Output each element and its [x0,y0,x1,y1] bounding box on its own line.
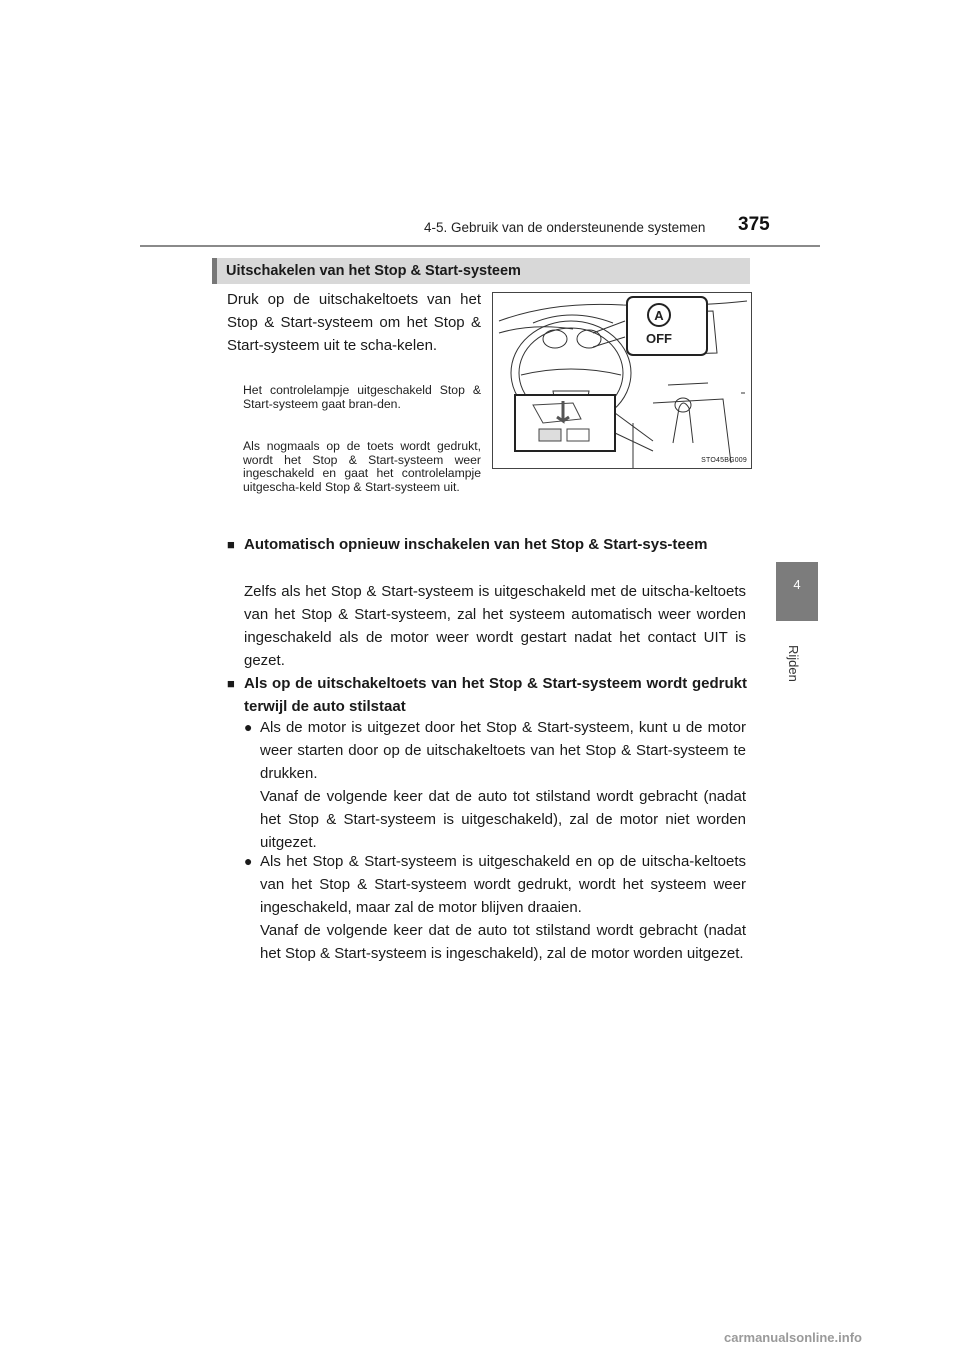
page-number: 375 [738,214,770,235]
header-rule [140,245,820,247]
note-1: Het controlelampje uitgeschakeld Stop & Start-systeem gaat bran-den. [243,383,481,411]
bullet-1-text: Als de motor is uitgezet door het Stop & Start-systeem, kunt u de motor weer starten door op de uitschakeltoets van het Stop & Start-systeem te drukken. [260,719,746,782]
item-heading-2 [227,672,747,718]
note-2: Als nogmaals op de toets wordt gedrukt, wordt het Stop & Start-systeem weer ingeschakeld en gaat het controlelampje uitgescha-keld Stop & Start-systeem uit. [243,439,481,494]
dashboard-drawing [493,293,751,468]
intro-paragraph: Druk op de uitschakeltoets van het Stop & Start-systeem om het Stop & Start-systeem uit te scha-kelen. [227,291,481,354]
figure-code: STO45BG009 [701,457,747,464]
button-symbol: A [654,308,664,323]
chapter-label: Rijden [786,645,801,682]
item-heading-1 [227,533,747,556]
off-label: OFF [646,331,672,346]
dashboard-illustration [492,292,752,469]
bullet-dot-icon: ● [244,719,253,735]
item-heading-2-text: Als op de uitschakeltoets van het Stop & Start-systeem wordt gedrukt terwijl de auto stilstaat [244,675,747,715]
item-heading-1-text: Automatisch opnieuw inschakelen van het Stop & Start-sys-teem [244,536,708,553]
bullet-dot-icon: ● [244,853,253,869]
section-heading-text: Uitschakelen van het Stop & Start-systeem [226,263,521,279]
running-header: 4-5. Gebruik van de ondersteunende systemen [424,220,706,235]
watermark: carmanualsonline.info [724,1330,862,1345]
square-marker-icon: ■ [227,676,235,691]
bullet-1-subtext: Vanaf de volgende keer dat de auto tot stilstand wordt gebracht (nadat het Stop & Start-systeem is uitgeschakeld), zal de motor niet worden uitgezet. [260,788,746,851]
bullet-1 [244,716,746,785]
bullet-2-text: Als het Stop & Start-systeem is uitgeschakeld en op de uitscha-keltoets van het Stop & Start-systeem wordt gedrukt, wordt het systeem weer ingeschakeld, maar zal de motor blijven draaien. [260,853,746,916]
chapter-tab [776,562,818,621]
square-marker-icon: ■ [227,537,235,552]
section-heading [212,258,750,284]
bullet-2 [244,850,746,919]
bullet-2-subtext: Vanaf de volgende keer dat de auto tot stilstand wordt gebracht (nadat het Stop & Start-systeem is ingeschakeld), zal de motor worden uitgezet. [260,922,746,962]
chapter-number: 4 [793,577,801,592]
item-1-paragraph: Zelfs als het Stop & Start-systeem is uitgeschakeld met de uitscha-keltoets van het Stop & Start-systeem, zal het systeem automatisch weer worden ingeschakeld als de motor weer wordt gestart nadat het contact UIT is gezet. [244,583,746,669]
